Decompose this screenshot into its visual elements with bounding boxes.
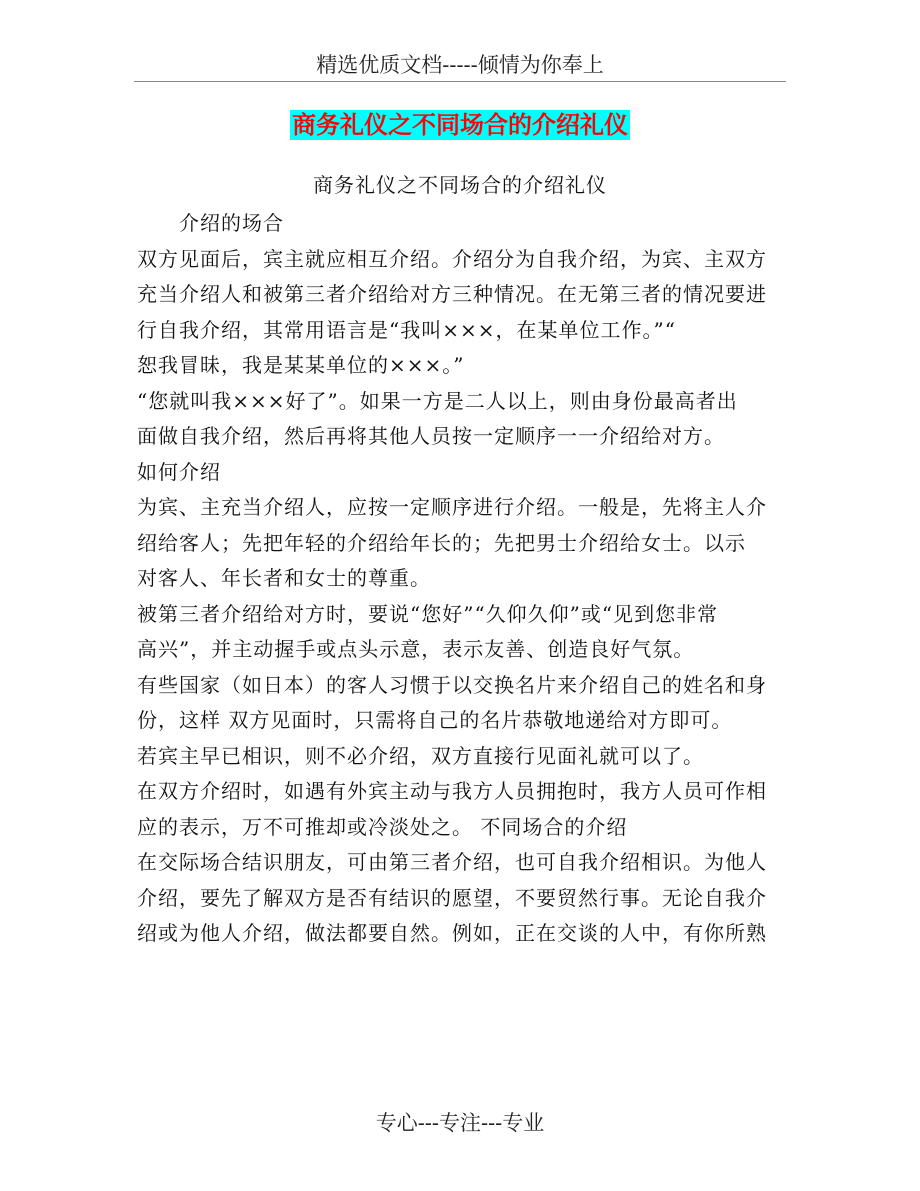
body-line: 面做自我介绍，然后再将其他人员按一定顺序一一介绍给对方。: [137, 424, 725, 448]
body-line: 充当介绍人和被第三者介绍给对方三种情况。在无第三者的情况要进: [137, 282, 767, 306]
body-line: 为宾、主充当介绍人，应按一定顺序进行介绍。一般是，先将主人介: [137, 495, 767, 519]
page-header: 精选优质文档-----倾情为你奉上: [316, 53, 604, 77]
body-line: 恕我冒昧，我是某某单位的×××。”: [137, 353, 465, 377]
body-line: 高兴”，并主动握手或点头示意，表示友善、创造良好气氛。: [137, 637, 695, 661]
body-line: 应的表示，万不可推却或冷淡处之。 不同场合的介绍: [137, 814, 628, 839]
body-line: 对客人、年长者和女士的尊重。: [137, 566, 431, 590]
section-heading: 介绍的场合: [179, 211, 284, 235]
body-line: 份，这样 双方见面时，只需将自己的名片恭敬地递给对方即可。: [137, 708, 733, 732]
body-line: 行自我介绍，其常用语言是“我叫×××，在某单位工作。”“: [137, 317, 676, 342]
body-line: 绍给客人；先把年轻的介绍给年长的；先把男士介绍给女士。以示: [137, 530, 746, 555]
body-line: 若宾主早已相识，则不必介绍，双方直接行见面礼就可以了。: [137, 743, 704, 768]
body-line: 绍或为他人介绍，做法都要自然。例如，正在交谈的人中，有你所熟: [137, 921, 767, 945]
body-line: 在交际场合结识朋友，可由第三者介绍，也可自我介绍相识。为他人: [137, 850, 767, 874]
document-body: [137, 206, 787, 952]
page-footer: 专心---专注---专业: [375, 1111, 545, 1135]
body-line: 介绍，要先了解双方是否有结识的愿望，不要贸然行事。无论自我介: [137, 885, 767, 910]
document-subtitle: 商务礼仪之不同场合的介绍礼仪: [313, 173, 607, 197]
body-line: 双方见面后，宾主就应相互介绍。介绍分为自我介绍，为宾、主双方: [137, 246, 767, 271]
document-title: 商务礼仪之不同场合的介绍礼仪: [292, 111, 628, 139]
body-line: 在双方介绍时，如遇有外宾主动与我方人员拥抱时，我方人员可作相: [137, 779, 767, 803]
body-line: 被第三者介绍给对方时，要说“您好”“久仰久仰”或“见到您非常: [137, 601, 719, 626]
section-heading: 如何介绍: [137, 459, 221, 484]
body-line: 有些国家（如日本）的客人习惯于以交换名片来介绍自己的姓名和身: [137, 672, 767, 697]
header-divider: [134, 81, 786, 82]
body-line: “您就叫我×××好了”。如果一方是二人以上，则由身份最高者出: [137, 388, 738, 413]
document-title-container: [0, 110, 920, 140]
